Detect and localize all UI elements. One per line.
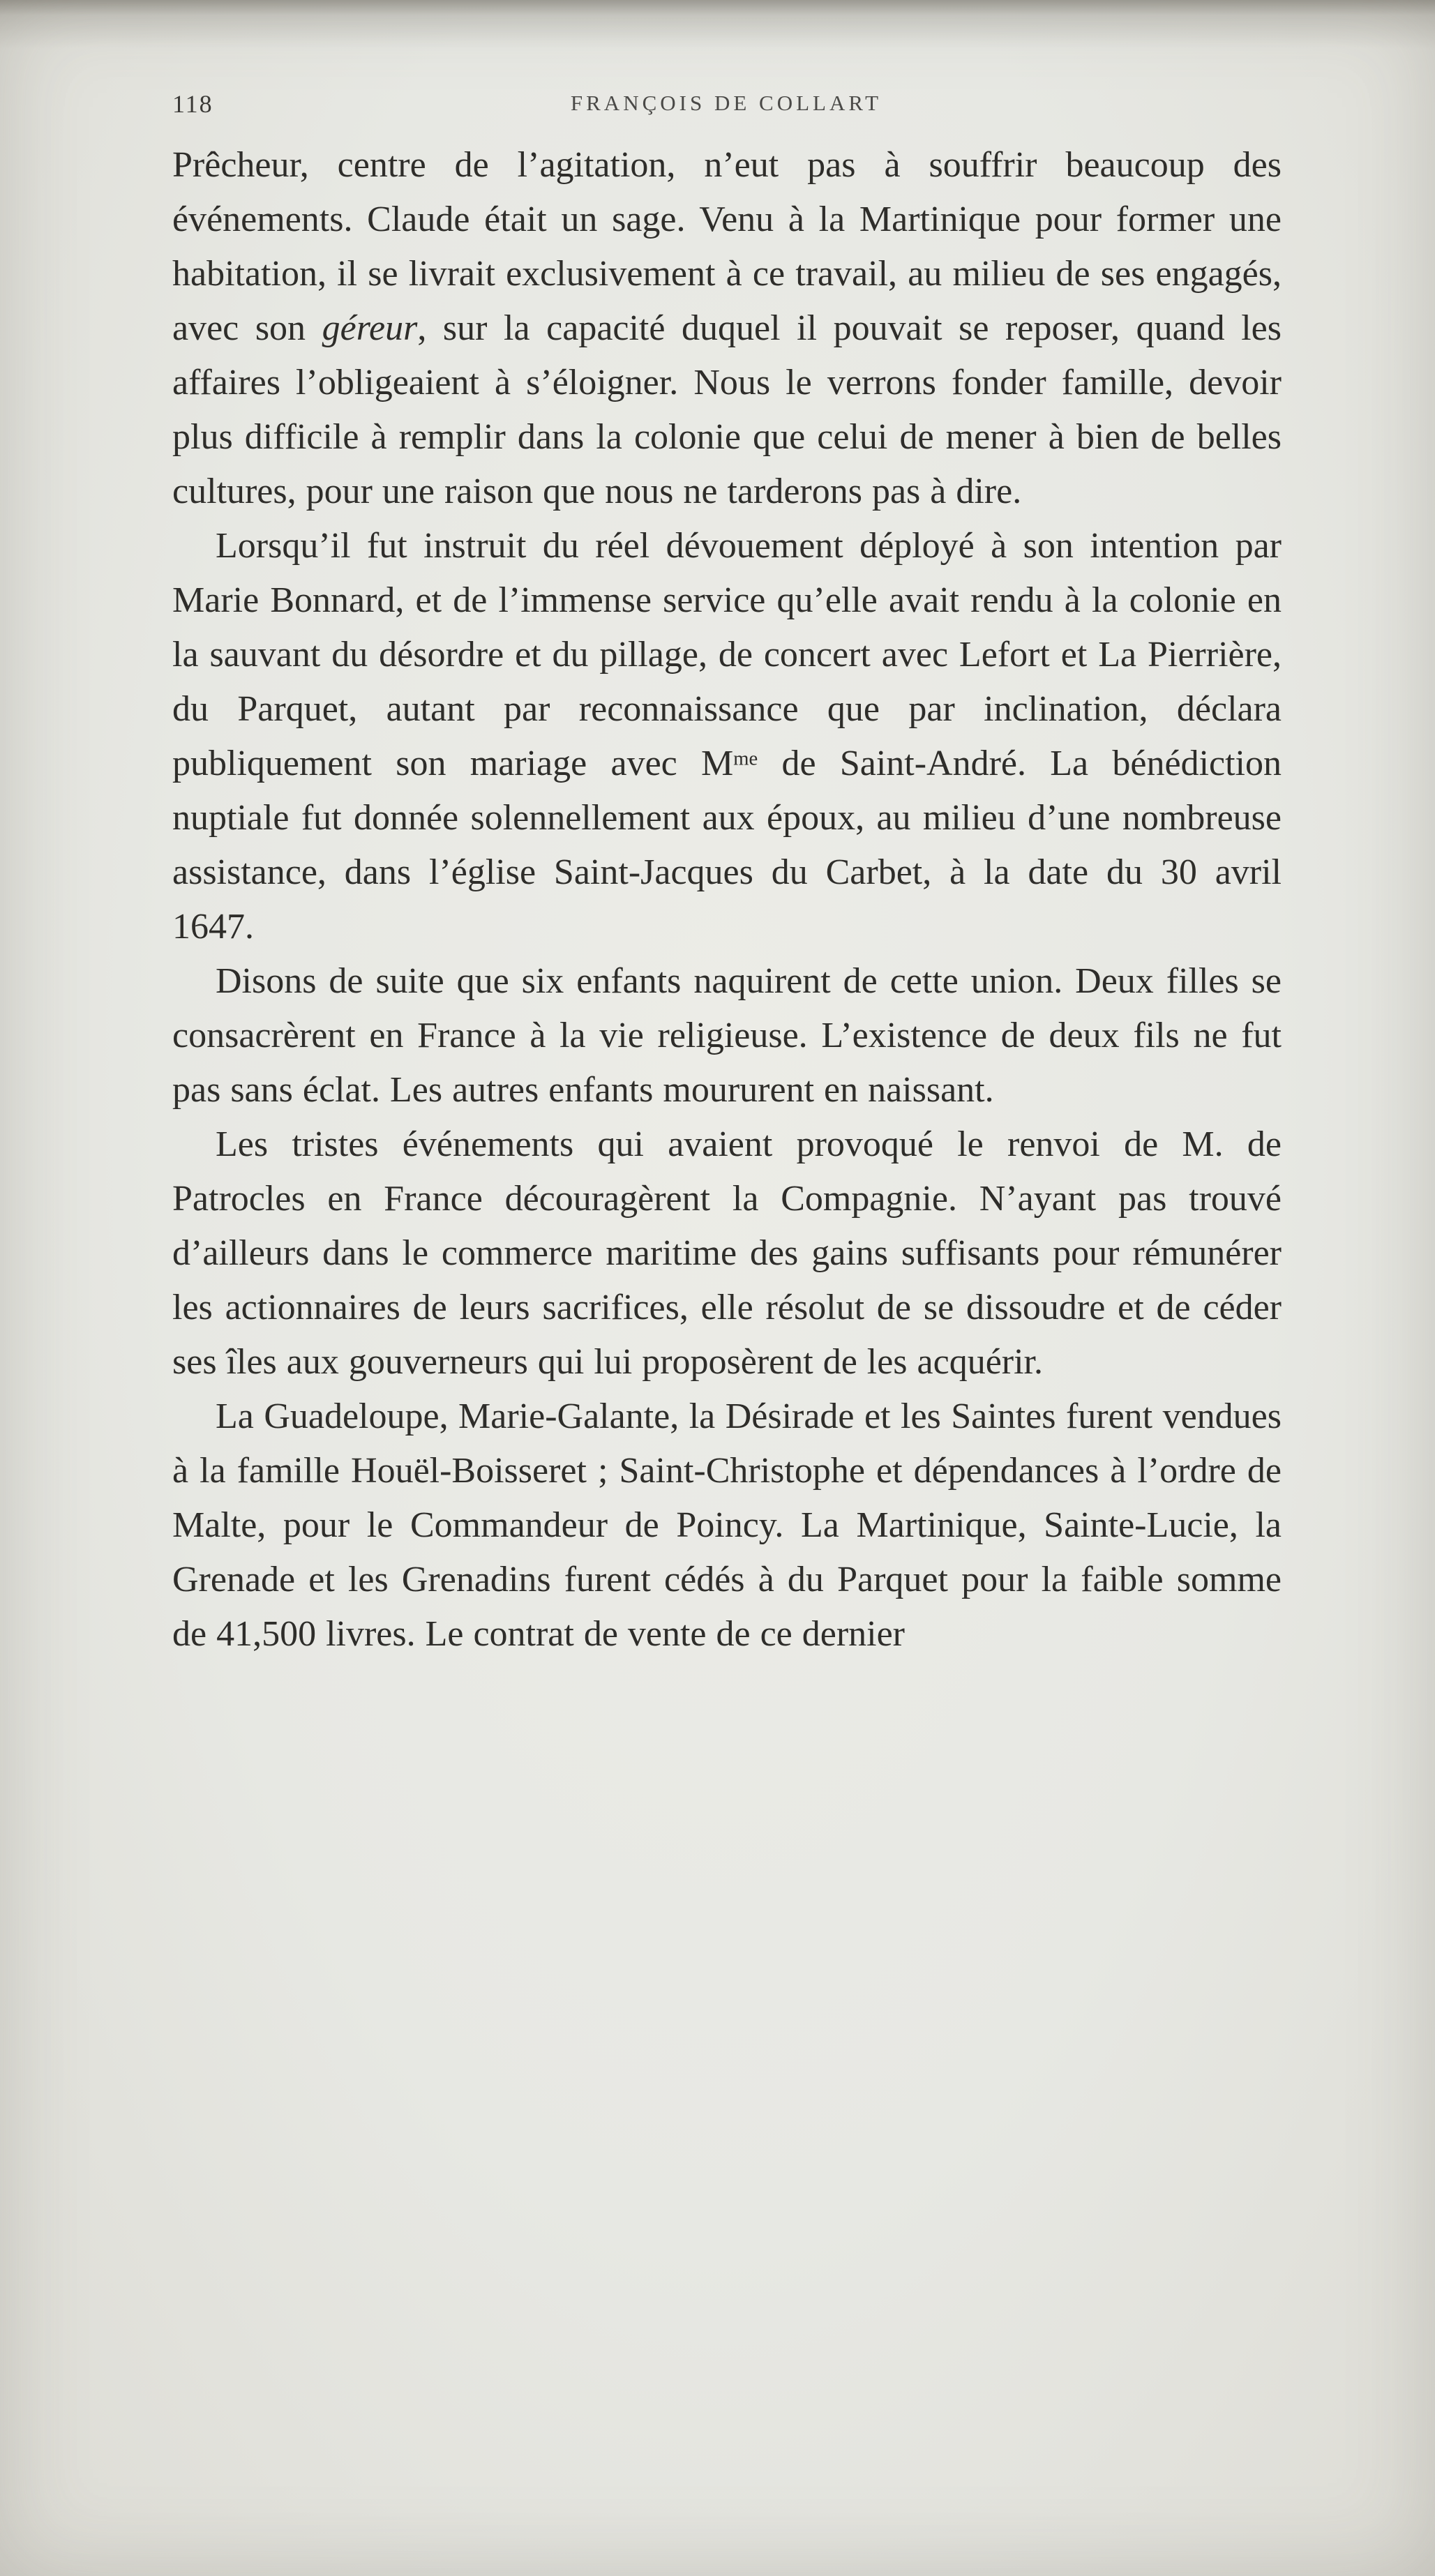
paragraph: La Guadeloupe, Marie-Galante, la Désirade et les Saintes furent vendues à la famille Houël-Boisseret ; Saint-Christophe et dépendances à l’ordre de Malte, pour le Commandeur de Poincy. La Martinique, Sainte-Lucie, la Grenade et les Grenadins furent cédés à du Parquet pour la faible somme de 41,500 livres. Le contrat de vente de ce dernier bbox=[172, 1396, 1282, 1654]
paragraph: Les tristes événements qui avaient provoqué le renvoi de M. de Patrocles en France découragèrent la Compagnie. N’ayant pas trouvé d’ailleurs dans le commerce maritime des gains suffisants pour rémunérer les actionnaires de leurs sacrifices, elle résolut de se dissoudre et de céder ses îles aux gouverneurs qui lui proposèrent de les acquérir. bbox=[172, 1124, 1282, 1382]
paragraph: Prêcheur, centre de l’agitation, n’eut pas à souffrir beaucoup des événements. Claude était un sage. Venu à la Martinique pour former une habitation, il se livrait exclusivement à ce travail, au milieu de ses engagés, avec son géreur, sur la capacité duquel il pouvait se reposer, quand les affaires l’obligeaient à s’éloigner. Nous le verrons fonder famille, devoir plus difficile à remplir dans la colonie que celui de mener à bien de belles cultures, pour une raison que nous ne tarderons pas à dire. bbox=[172, 145, 1282, 511]
text-block bbox=[172, 138, 1282, 1662]
page-number: 118 bbox=[172, 90, 213, 118]
page-header bbox=[172, 85, 1280, 121]
running-header: FRANÇOIS DE COLLART bbox=[570, 91, 882, 115]
paragraph: Lorsqu’il fut instruit du réel dévouement déployé à son intention par Marie Bonnard, et de l’immense service qu’elle avait rendu à la colonie en la sauvant du désordre et du pillage, de concert avec Lefort et La Pierrière, du Parquet, autant par reconnaissance que par inclination, déclara publiquement son mariage avec $M^{me}$ de Saint-André. La bénédiction nuptiale fut donnée solennellement aux époux, au milieu d’une nombreuse assistance, dans l’église Saint-Jacques du Carbet, à la date du 30 avril 1647. bbox=[172, 526, 1282, 947]
paragraph: Disons de suite que six enfants naquirent de cette union. Deux filles se consacrèrent en France à la vie religieuse. L’existence de deux fils ne fut pas sans éclat. Les autres enfants moururent en naissant. bbox=[172, 961, 1282, 1110]
